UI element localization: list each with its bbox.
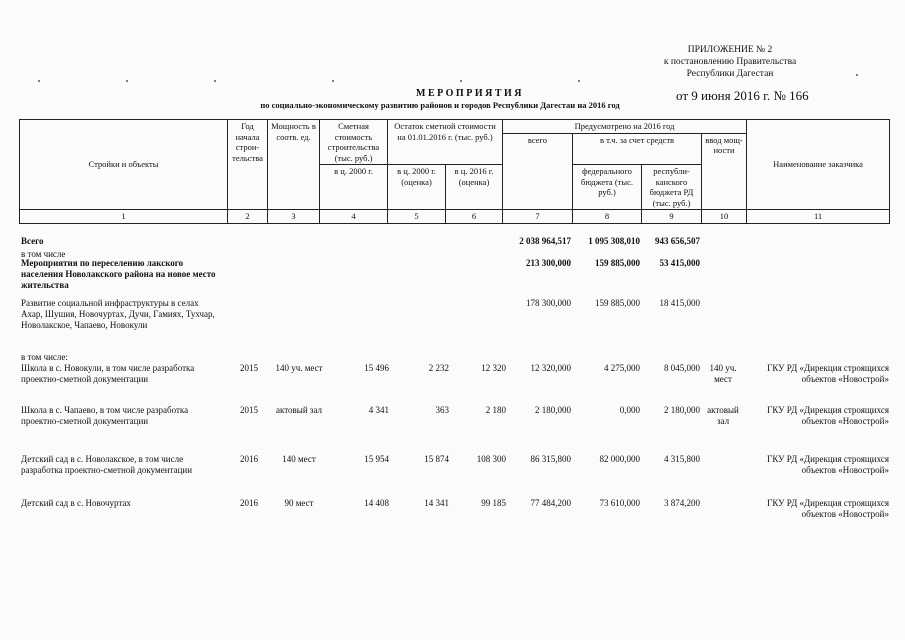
cell-year: 2015 (240, 405, 258, 415)
appendix-title: ПРИЛОЖЕНИЕ № 2 (687, 45, 773, 55)
header-commissioning: ввод мощ-ности (702, 133, 747, 210)
header-including: в т.ч. за счет средств (573, 133, 702, 165)
cell-commissioning: 140 уч. мест (709, 363, 737, 384)
cell-federal: 159 885,000 (595, 298, 640, 308)
column-number: 6 (446, 210, 503, 224)
cell-customer: ГКУ РД «Дирекция строящихся объектов «Новострой» (767, 405, 889, 426)
scan-speck (38, 80, 40, 82)
cell-remainder-2000: 15 874 (424, 454, 449, 464)
cell-cost: 14 408 (364, 498, 389, 508)
column-number: 11 (747, 210, 890, 224)
cell-capacity: актовый зал (275, 405, 323, 415)
cell-capacity: 90 мест (284, 498, 314, 508)
cell-commissioning: актовый зал (707, 405, 739, 426)
row-label: Детский сад в с. Новолакское, в том числе разработка проектно-сметной документации (21, 454, 193, 475)
header-objects: Стройки и объекты (20, 120, 228, 210)
scan-speck (126, 80, 128, 82)
row-label: Школа в с. Чапаево, в том числе разработка проектно-сметной документации (21, 405, 189, 426)
header-capacity: Мощность в соотв. ед. (268, 120, 320, 210)
cell-federal: 159 885,000 (595, 258, 640, 268)
cell-federal: 1 095 308,010 (588, 236, 640, 246)
cell-cost: 4 341 (368, 405, 389, 415)
cell-remainder-2016: 12 320 (481, 363, 506, 373)
cell-republic: 8 045,000 (664, 363, 700, 373)
column-number: 5 (388, 210, 446, 224)
cell-cost: 15 954 (364, 454, 389, 464)
header-cost-prices: в ц. 2000 г. (320, 165, 388, 210)
column-number: 3 (268, 210, 320, 224)
scan-speck (214, 80, 216, 82)
cell-total: 213 300,000 (526, 258, 571, 268)
column-number: 2 (228, 210, 268, 224)
cell-federal: 82 000,000 (599, 454, 640, 464)
header-republic: республи-канского бюджета РД (тыс. руб.) (642, 165, 702, 210)
column-number: 8 (573, 210, 642, 224)
decree-date: от 9 июня 2016 г. № 166 (676, 88, 809, 103)
cell-total: 12 320,000 (530, 363, 571, 373)
row-label: Развитие социальной инфраструктуры в селах Ахар, Шушия, Новочуртах, Дучи, Гамиях, Тухчар, Новолакское, Чапаево, Новокули (21, 298, 215, 330)
header-cost: Сметная стоимость строительства (тыс. руб.) (320, 120, 388, 165)
cell-capacity: 140 уч. мест (275, 363, 323, 373)
cell-remainder-2016: 99 185 (481, 498, 506, 508)
cell-customer: ГКУ РД «Дирекция строящихся объектов «Новострой» (767, 454, 889, 475)
measures-table-header (19, 119, 890, 224)
column-number: 9 (642, 210, 702, 224)
row-label: Всего (21, 236, 44, 246)
appendix-republic: Республики Дагестан (686, 69, 774, 79)
scan-speck (460, 80, 462, 82)
header-remainder: Остаток сметной стоимости на 01.01.2016 г. (тыс. руб.) (388, 120, 503, 165)
cell-federal: 0,000 (619, 405, 640, 415)
cell-federal: 4 275,000 (604, 363, 640, 373)
scan-speck (856, 74, 858, 76)
scan-speck (578, 80, 580, 82)
cell-federal: 73 610,000 (599, 498, 640, 508)
column-number: 1 (20, 210, 228, 224)
cell-customer: ГКУ РД «Дирекция строящихся объектов «Новострой» (767, 363, 889, 384)
cell-customer: ГКУ РД «Дирекция строящихся объектов «Новострой» (767, 498, 889, 519)
header-federal: федерального бюджета (тыс. руб.) (573, 165, 642, 210)
cell-remainder-2016: 2 180 (485, 405, 506, 415)
cell-republic: 2 180,000 (664, 405, 700, 415)
cell-republic: 53 415,000 (659, 258, 700, 268)
cell-remainder-2000: 363 (435, 405, 449, 415)
cell-remainder-2000: 14 341 (424, 498, 449, 508)
cell-year: 2016 (240, 454, 258, 464)
cell-remainder-2000: 2 232 (428, 363, 449, 373)
header-year: Год начала строи-тельства (228, 120, 268, 210)
appendix-block (640, 44, 820, 80)
header-remainder-2000: в ц. 2000 г. (оценка) (388, 165, 446, 210)
header-customer: Наименование заказчика (747, 120, 890, 210)
scan-speck (332, 80, 334, 82)
cell-total: 2 180,000 (535, 405, 571, 415)
cell-total: 77 484,200 (530, 498, 571, 508)
cell-cost: 15 496 (364, 363, 389, 373)
cell-remainder-2016: 108 300 (476, 454, 506, 464)
cell-total: 86 315,800 (530, 454, 571, 464)
row-label: в том числе (21, 249, 66, 259)
header-remainder-2016: в ц. 2016 г. (оценка) (446, 165, 503, 210)
column-number: 10 (702, 210, 747, 224)
cell-year: 2016 (240, 498, 258, 508)
cell-total: 178 300,000 (526, 298, 571, 308)
column-number: 7 (503, 210, 573, 224)
header-planned: Предусмотрено на 2016 год (503, 120, 747, 134)
cell-total: 2 038 964,517 (519, 236, 571, 246)
cell-republic: 3 874,200 (664, 498, 700, 508)
row-label: Детский сад в с. Новочуртах (21, 498, 131, 508)
row-label: в том числе: (21, 352, 68, 362)
cell-republic: 4 315,800 (664, 454, 700, 464)
column-number: 4 (320, 210, 388, 224)
cell-capacity: 140 мест (282, 454, 316, 464)
page-title: МЕРОПРИЯТИЯ (416, 88, 524, 99)
page-subtitle: по социально-экономическому развитию районов и городов Республики Дагестан на 2016 год (260, 100, 620, 110)
appendix-decree: к постановлению Правительства (663, 57, 797, 67)
header-total: всего (503, 133, 573, 210)
cell-republic: 943 656,507 (655, 236, 700, 246)
cell-republic: 18 415,000 (659, 298, 700, 308)
row-label: Мероприятия по переселению лакского населения Новолакского района на новое место жительства (21, 258, 216, 290)
cell-year: 2015 (240, 363, 258, 373)
row-label: Школа в с. Новокули, в том числе разработка проектно-сметной документации (21, 363, 195, 384)
